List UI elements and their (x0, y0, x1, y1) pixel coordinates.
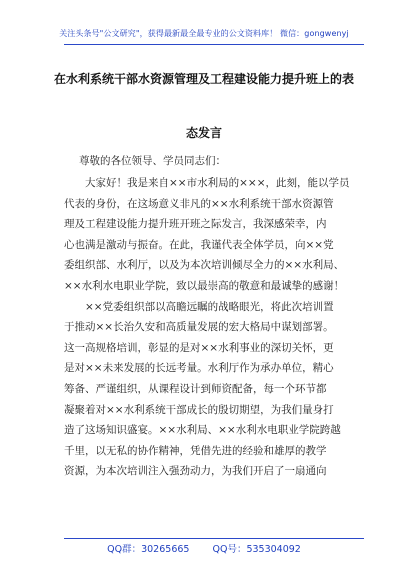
document-title-line-2: 态发言 (185, 126, 222, 140)
body-line: 筹备、严谨组织，从课程设计到师资配备，每一个环节都 (64, 382, 327, 395)
body-line: 大家好！我是来自××市水利局的×××，此刻，能以学员 (64, 177, 350, 189)
body-line: 是对××未来发展的长远考量。水利厅作为承办单位，精心 (64, 362, 334, 375)
header-note: 关注头条号"公文研究"，获得最新最全最专业的公文资料库！ 微信：gongwenyj (59, 29, 349, 38)
body-line: 心也满是激动与振奋。在此，我谨代表全体学员，向××党 (64, 238, 334, 251)
body-line: 资源，为本次培训注入强劲动力，为我们开启了一扇通向 (64, 465, 327, 478)
salutation: 尊敬的各位领导、学员同志们： (79, 155, 226, 167)
header-divider (64, 44, 364, 45)
body-line: 于推动××长治久安和高质量发展的宏大格局中谋划部署。 (64, 321, 334, 334)
document-title-line-1: 在水利系统干部水资源管理及工程建设能力提升班上的表 (53, 72, 354, 86)
body-text (64, 173, 354, 482)
footer-qq-number: QQ号：535304092 (212, 544, 301, 555)
body-line: 代表的身份，在这场意义非凡的××水利系统干部水资源管 (64, 197, 334, 210)
body-line: 千里，以无私的协作精神，凭借先进的经验和雄厚的教学 (64, 444, 327, 457)
body-line: 委组织部、水利厅，以及为本次培训倾尽全力的××水利局、 (64, 259, 345, 272)
body-line: ××党委组织部以高瞻远瞩的战略眼光，将此次培训置 (64, 300, 334, 313)
body-line: ××水利水电职业学院，致以最崇高的敬意和最诚挚的感谢！ (64, 279, 345, 292)
body-line: 凝聚着对××水利系统干部成长的殷切期望，为我们量身打 (64, 403, 334, 416)
footer (0, 541, 408, 555)
body-line: 理及工程建设能力提升班开班之际发言，我深感荣幸，内 (64, 218, 327, 231)
body-line: 这一高规格培训，彰显的是对××水利事业的深切关怀，更 (64, 341, 334, 354)
footer-qq-group: QQ群：30265665 (107, 544, 190, 555)
body-line: 造了这场知识盛宴。××水利局、××水利水电职业学院跨越 (64, 424, 341, 437)
footer-divider (64, 538, 364, 539)
